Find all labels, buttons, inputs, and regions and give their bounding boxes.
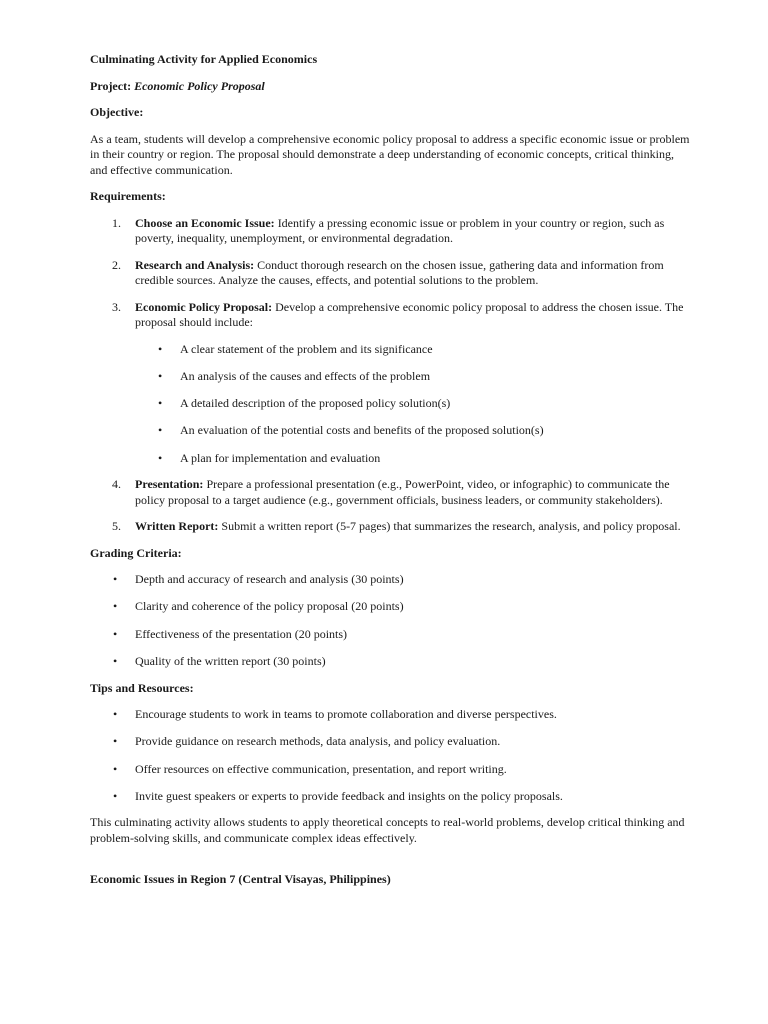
requirement-number: 1. bbox=[112, 215, 121, 230]
requirement-lead: Written Report: bbox=[135, 519, 219, 534]
requirement-item bbox=[90, 519, 690, 535]
subitem-text: A detailed description of the proposed policy solution(s) bbox=[180, 396, 451, 411]
bullet-icon: • bbox=[158, 450, 163, 465]
bullet-icon: • bbox=[113, 761, 118, 776]
grading-text: Depth and accuracy of research and analysis (30 points) bbox=[135, 572, 404, 587]
requirement-number: 2. bbox=[112, 257, 121, 272]
requirement-lead: Choose an Economic Issue: bbox=[135, 215, 275, 230]
bullet-icon: • bbox=[113, 788, 118, 803]
tip-item bbox=[90, 789, 690, 805]
requirement-item bbox=[90, 477, 690, 508]
tip-text: Invite guest speakers or experts to provide feedback and insights on the policy proposals. bbox=[135, 788, 563, 803]
subitem bbox=[135, 451, 690, 467]
requirement-text: Identify a pressing economic issue or problem in your country or region, such as poverty, inequality, unemployment, or environmental degradation. bbox=[135, 215, 665, 245]
objective-heading: Objective: bbox=[90, 105, 144, 119]
grading-text: Clarity and coherence of the policy proposal (20 points) bbox=[135, 599, 404, 614]
grading-list bbox=[90, 572, 690, 669]
bullet-icon: • bbox=[158, 396, 163, 411]
requirement-item bbox=[90, 258, 690, 289]
requirement-text: Develop a comprehensive economic policy proposal to address the chosen issue. The proposal should include: bbox=[135, 299, 684, 329]
grading-text: Effectiveness of the presentation (20 points) bbox=[135, 626, 348, 641]
requirement-text: Submit a written report (5-7 pages) that summarizes the research, analysis, and policy proposal. bbox=[218, 519, 681, 534]
tip-item bbox=[90, 762, 690, 778]
objective-text: As a team, students will develop a comprehensive economic policy proposal to address a specific economic issue or problem in their country or region. The proposal should demonstrate a deep understanding of economic concepts, critical thinking, and effective communication. bbox=[90, 131, 690, 177]
requirement-lead: Research and Analysis: bbox=[135, 257, 255, 272]
tip-item bbox=[90, 707, 690, 723]
subitem bbox=[135, 369, 690, 385]
subitem-text: A plan for implementation and evaluation bbox=[180, 450, 381, 465]
tip-item bbox=[90, 734, 690, 750]
subitem-text: An analysis of the causes and effects of the problem bbox=[180, 368, 431, 383]
grading-item bbox=[90, 572, 690, 588]
grading-heading: Grading Criteria: bbox=[90, 545, 182, 560]
requirements-heading: Requirements: bbox=[90, 189, 166, 203]
tips-heading: Tips and Resources: bbox=[90, 680, 194, 695]
region-heading: Economic Issues in Region 7 (Central Visayas, Philippines) bbox=[90, 872, 391, 887]
subitem bbox=[135, 396, 690, 412]
tips-list bbox=[90, 707, 690, 804]
document-title: Culminating Activity for Applied Economics bbox=[90, 52, 318, 66]
bullet-icon: • bbox=[113, 734, 118, 749]
subitem-text: A clear statement of the problem and its significance bbox=[180, 341, 433, 356]
bullet-icon: • bbox=[113, 707, 118, 722]
bullet-icon: • bbox=[113, 654, 118, 669]
closing-text: This culminating activity allows students to apply theoretical concepts to real-world problems, develop critical thinking and problem-solving skills, and communicate complex ideas effectively. bbox=[90, 815, 685, 845]
bullet-icon: • bbox=[113, 626, 118, 641]
project-line bbox=[90, 79, 690, 95]
bullet-icon: • bbox=[113, 599, 118, 614]
subitem-text: An evaluation of the potential costs and benefits of the proposed solution(s) bbox=[180, 423, 544, 438]
requirement-text: Conduct thorough research on the chosen issue, gathering data and information from credible sources. Analyze the causes, effects, and potential solutions to the problem. bbox=[135, 257, 664, 287]
requirement-item bbox=[90, 216, 690, 247]
requirement-lead: Presentation: bbox=[135, 477, 204, 492]
bullet-icon: • bbox=[158, 341, 163, 356]
requirement-number: 3. bbox=[112, 299, 121, 314]
project-name: Economic Policy Proposal bbox=[134, 78, 265, 93]
proposal-subitems bbox=[135, 342, 690, 467]
requirement-lead: Economic Policy Proposal: bbox=[135, 299, 273, 314]
bullet-icon: • bbox=[158, 423, 163, 438]
document-page bbox=[90, 52, 690, 888]
requirement-number: 4. bbox=[112, 477, 121, 492]
subitem bbox=[135, 423, 690, 439]
tip-text: Encourage students to work in teams to promote collaboration and diverse perspectives. bbox=[135, 707, 557, 722]
grading-item bbox=[90, 599, 690, 615]
project-label: Project: bbox=[90, 78, 132, 93]
grading-text: Quality of the written report (30 points) bbox=[135, 654, 326, 669]
subitem bbox=[135, 342, 690, 358]
requirements-list bbox=[90, 216, 690, 535]
requirement-number: 5. bbox=[112, 519, 121, 534]
requirement-text: Prepare a professional presentation (e.g., PowerPoint, video, or infographic) to communicate the policy proposal to a target audience (e.g., government officials, business leaders, or community stakeholders). bbox=[135, 477, 670, 507]
requirement-item bbox=[90, 300, 690, 467]
tip-text: Offer resources on effective communication, presentation, and report writing. bbox=[135, 761, 507, 776]
tip-text: Provide guidance on research methods, data analysis, and policy evaluation. bbox=[135, 734, 501, 749]
bullet-icon: • bbox=[158, 368, 163, 383]
grading-item bbox=[90, 654, 690, 670]
bullet-icon: • bbox=[113, 572, 118, 587]
grading-item bbox=[90, 627, 690, 643]
section-spacer bbox=[90, 846, 690, 872]
